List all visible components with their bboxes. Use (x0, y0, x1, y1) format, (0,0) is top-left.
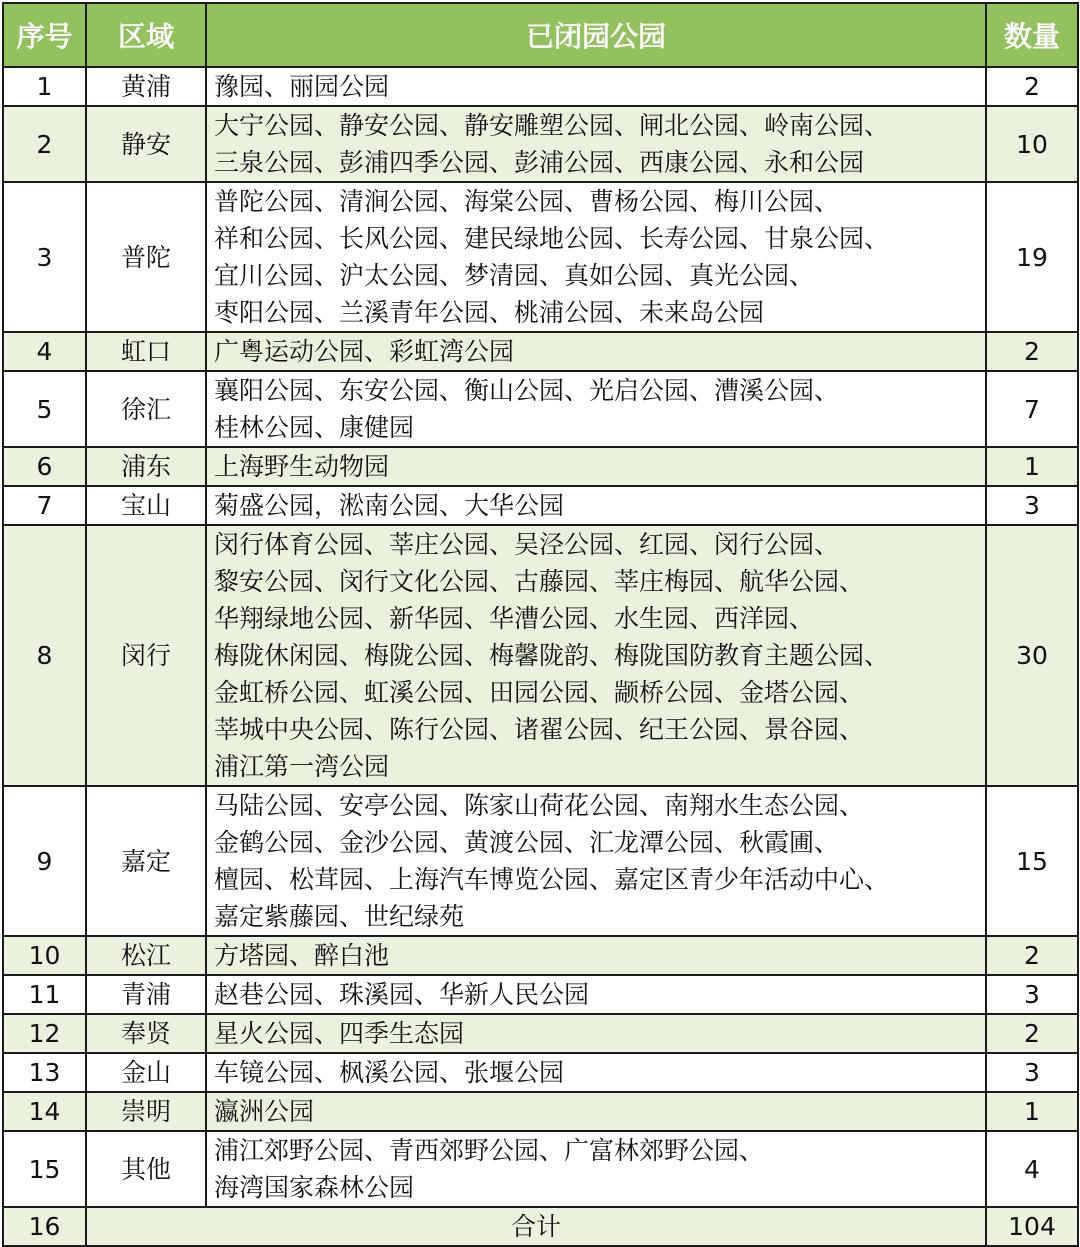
table-body (3, 67, 1078, 1207)
row-district: 松江 (86, 936, 206, 975)
row-index: 8 (3, 525, 86, 786)
total-row (3, 1207, 1078, 1246)
closed-parks-table-container (2, 2, 1079, 1247)
row-parks: 瀛洲公园 (206, 1092, 986, 1131)
table-row (3, 936, 1078, 975)
row-parks: 闵行体育公园、莘庄公园、吴泾公园、红园、闵行公园、 黎安公园、闵行文化公园、古藤园、莘庄梅园、航华公园、 华翔绿地公园、新华园、华漕公园、水生园、西洋园、 梅陇休闲园、梅陇公园、梅馨陇韵、梅陇国防教育主题公园、 金虹桥公园、虹溪公园、田园公园、颛桥公园、金塔公园、 莘城中央公园、陈行公园、诸翟公园、纪王公园、景谷园、 浦江第一湾公园 (206, 525, 986, 786)
row-count: 2 (986, 332, 1078, 371)
row-index: 9 (3, 786, 86, 936)
row-parks: 广粤运动公园、彩虹湾公园 (206, 332, 986, 371)
total-count: 104 (986, 1207, 1078, 1246)
row-count: 15 (986, 786, 1078, 936)
header-parks: 已闭园公园 (206, 3, 986, 67)
table-row (3, 182, 1078, 332)
row-count: 3 (986, 975, 1078, 1014)
row-count: 19 (986, 182, 1078, 332)
row-index: 6 (3, 447, 86, 486)
header-row (3, 3, 1078, 67)
row-district: 静安 (86, 106, 206, 182)
row-count: 1 (986, 447, 1078, 486)
row-parks: 上海野生动物园 (206, 447, 986, 486)
table-row (3, 786, 1078, 936)
closed-parks-table (2, 2, 1079, 1247)
row-index: 11 (3, 975, 86, 1014)
row-index: 5 (3, 371, 86, 447)
row-index: 15 (3, 1131, 86, 1207)
row-parks: 菊盛公园，淞南公园、大华公园 (206, 486, 986, 525)
row-index: 1 (3, 67, 86, 106)
table-row (3, 1053, 1078, 1092)
table-row (3, 1014, 1078, 1053)
row-district: 普陀 (86, 182, 206, 332)
row-district: 闵行 (86, 525, 206, 786)
row-parks: 襄阳公园、东安公园、衡山公园、光启公园、漕溪公园、 桂林公园、康健园 (206, 371, 986, 447)
row-count: 2 (986, 936, 1078, 975)
row-index: 13 (3, 1053, 86, 1092)
row-index: 3 (3, 182, 86, 332)
total-index: 16 (3, 1207, 86, 1246)
row-district: 黄浦 (86, 67, 206, 106)
row-count: 30 (986, 525, 1078, 786)
row-index: 12 (3, 1014, 86, 1053)
row-count: 2 (986, 67, 1078, 106)
row-district: 宝山 (86, 486, 206, 525)
row-district: 徐汇 (86, 371, 206, 447)
row-district: 青浦 (86, 975, 206, 1014)
row-district: 其他 (86, 1131, 206, 1207)
row-district: 嘉定 (86, 786, 206, 936)
table-row (3, 67, 1078, 106)
row-count: 10 (986, 106, 1078, 182)
row-parks: 星火公园、四季生态园 (206, 1014, 986, 1053)
row-index: 2 (3, 106, 86, 182)
table-row (3, 975, 1078, 1014)
row-district: 金山 (86, 1053, 206, 1092)
total-label: 合计 (86, 1207, 986, 1246)
table-row (3, 1092, 1078, 1131)
row-index: 10 (3, 936, 86, 975)
header-count: 数量 (986, 3, 1078, 67)
table-row (3, 371, 1078, 447)
row-parks: 方塔园、醉白池 (206, 936, 986, 975)
row-parks: 赵巷公园、珠溪园、华新人民公园 (206, 975, 986, 1014)
row-count: 3 (986, 486, 1078, 525)
row-parks: 大宁公园、静安公园、静安雕塑公园、闸北公园、岭南公园、 三泉公园、彭浦四季公园、彭浦公园、西康公园、永和公园 (206, 106, 986, 182)
row-index: 4 (3, 332, 86, 371)
row-parks: 马陆公园、安亭公园、陈家山荷花公园、南翔水生态公园、 金鹤公园、金沙公园、黄渡公园、汇龙潭公园、秋霞圃、 檀园、松茸园、上海汽车博览公园、嘉定区青少年活动中心、 嘉定紫藤园、世纪绿苑 (206, 786, 986, 936)
row-count: 3 (986, 1053, 1078, 1092)
table-row (3, 332, 1078, 371)
table-row (3, 447, 1078, 486)
row-count: 4 (986, 1131, 1078, 1207)
row-district: 虹口 (86, 332, 206, 371)
table-row (3, 1131, 1078, 1207)
row-index: 14 (3, 1092, 86, 1131)
row-count: 1 (986, 1092, 1078, 1131)
table-row (3, 106, 1078, 182)
table-row (3, 486, 1078, 525)
row-parks: 普陀公园、清涧公园、海棠公园、曹杨公园、梅川公园、 祥和公园、长风公园、建民绿地公园、长寿公园、甘泉公园、 宜川公园、沪太公园、梦清园、真如公园、真光公园、 枣阳公园、兰溪青年公园、桃浦公园、未来岛公园 (206, 182, 986, 332)
row-parks: 车镜公园、枫溪公园、张堰公园 (206, 1053, 986, 1092)
row-parks: 豫园、丽园公园 (206, 67, 986, 106)
row-district: 浦东 (86, 447, 206, 486)
row-index: 7 (3, 486, 86, 525)
header-district: 区域 (86, 3, 206, 67)
row-district: 崇明 (86, 1092, 206, 1131)
row-district: 奉贤 (86, 1014, 206, 1053)
row-parks: 浦江郊野公园、青西郊野公园、广富林郊野公园、 海湾国家森林公园 (206, 1131, 986, 1207)
table-row (3, 525, 1078, 786)
header-index: 序号 (3, 3, 86, 67)
row-count: 2 (986, 1014, 1078, 1053)
row-count: 7 (986, 371, 1078, 447)
